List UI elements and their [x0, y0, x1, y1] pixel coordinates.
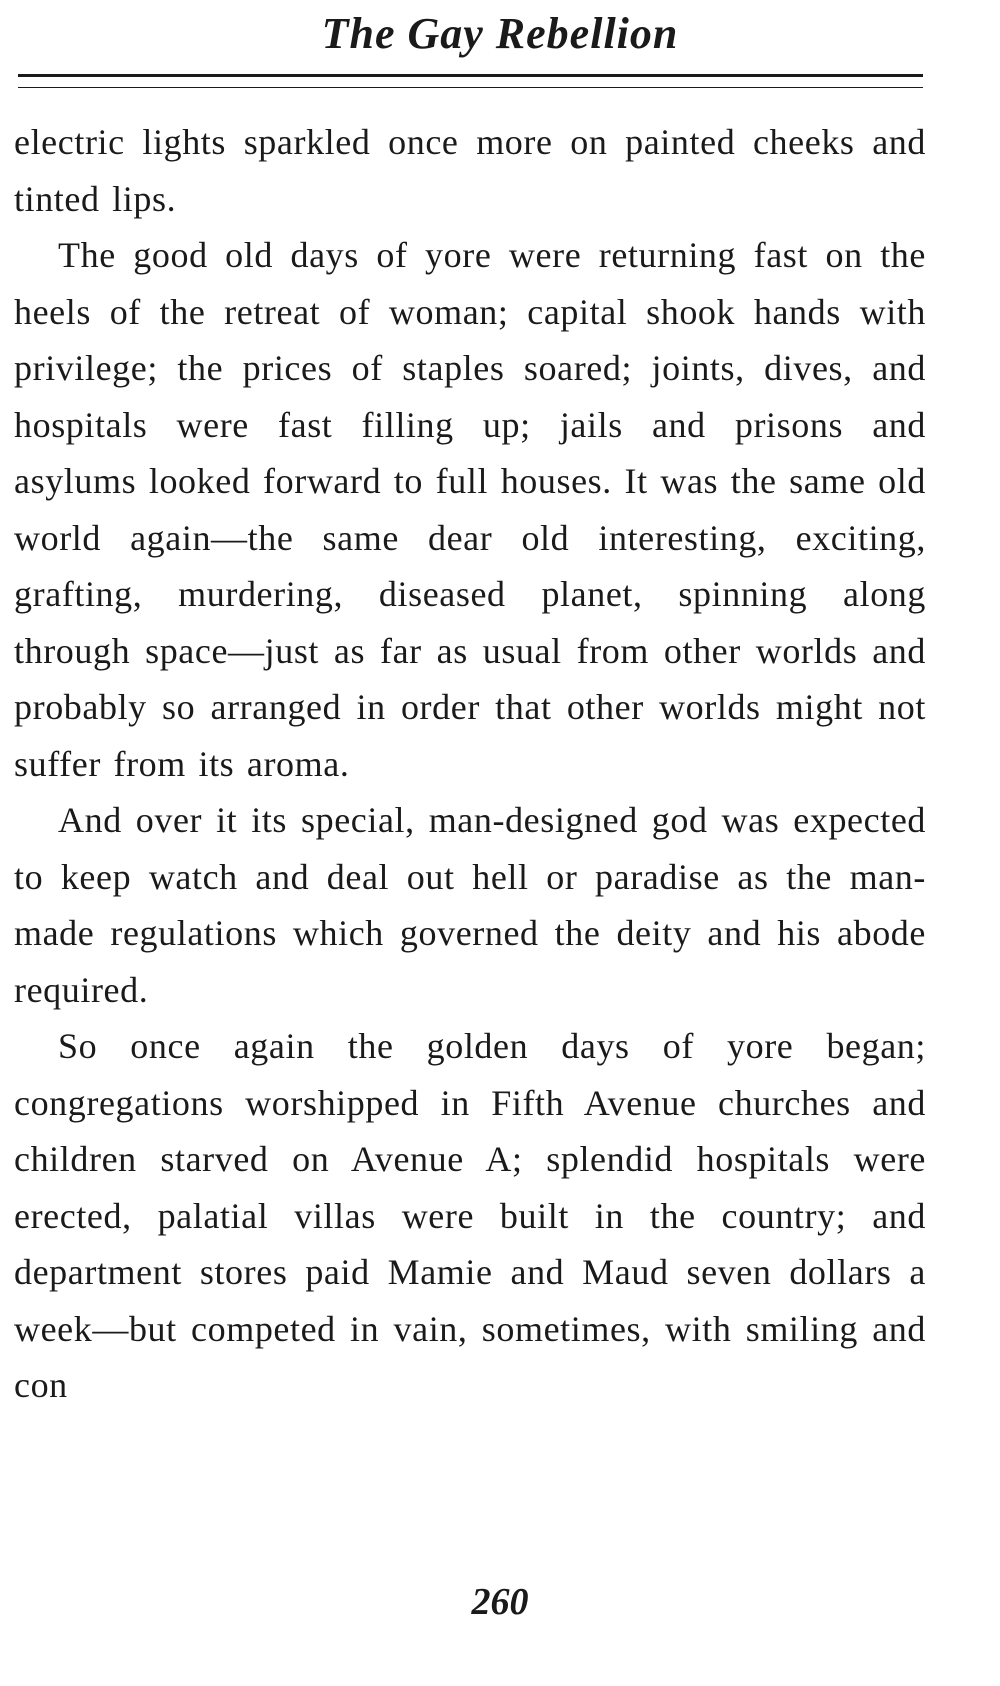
paragraph-good-old-days: The good old days of yore were returning fast on the heels of the retreat of woman; capital shook hands with privilege; the prices of staples soared; joints, dives, and hospitals were fast filling up; jails and prisons and asylums looked forward to full houses. It was the same old world again—the same dear old interesting, exciting, grafting, murdering, diseased planet, spinning along through space—just as far as usual from other worlds and probably so arranged in order that other worlds might not suffer from its aroma. — [14, 235, 926, 784]
header-rule-thin — [18, 87, 923, 88]
paragraph-continuation: electric lights sparkled once more on painted cheeks and tinted lips. — [14, 122, 926, 219]
running-head-title: The Gay Rebellion — [321, 9, 679, 58]
header-rule-thick — [18, 74, 923, 77]
body-text — [14, 114, 926, 1414]
page-number: 260 — [471, 1581, 529, 1623]
paragraph-man-designed-god: And over it its special, man-designed god was expected to keep watch and deal out hell or paradise as the man-made regulations which governed the deity and his abode required. — [14, 800, 926, 1010]
paragraph-golden-days: So once again the golden days of yore began; congregations worshipped in Fifth Avenue churches and children starved on Avenue A; splendid hospitals were erected, palatial villas were built in the country; and department stores paid Mamie and Maud seven dollars a week—but competed in vain, sometimes, with smiling and con — [14, 1026, 926, 1405]
